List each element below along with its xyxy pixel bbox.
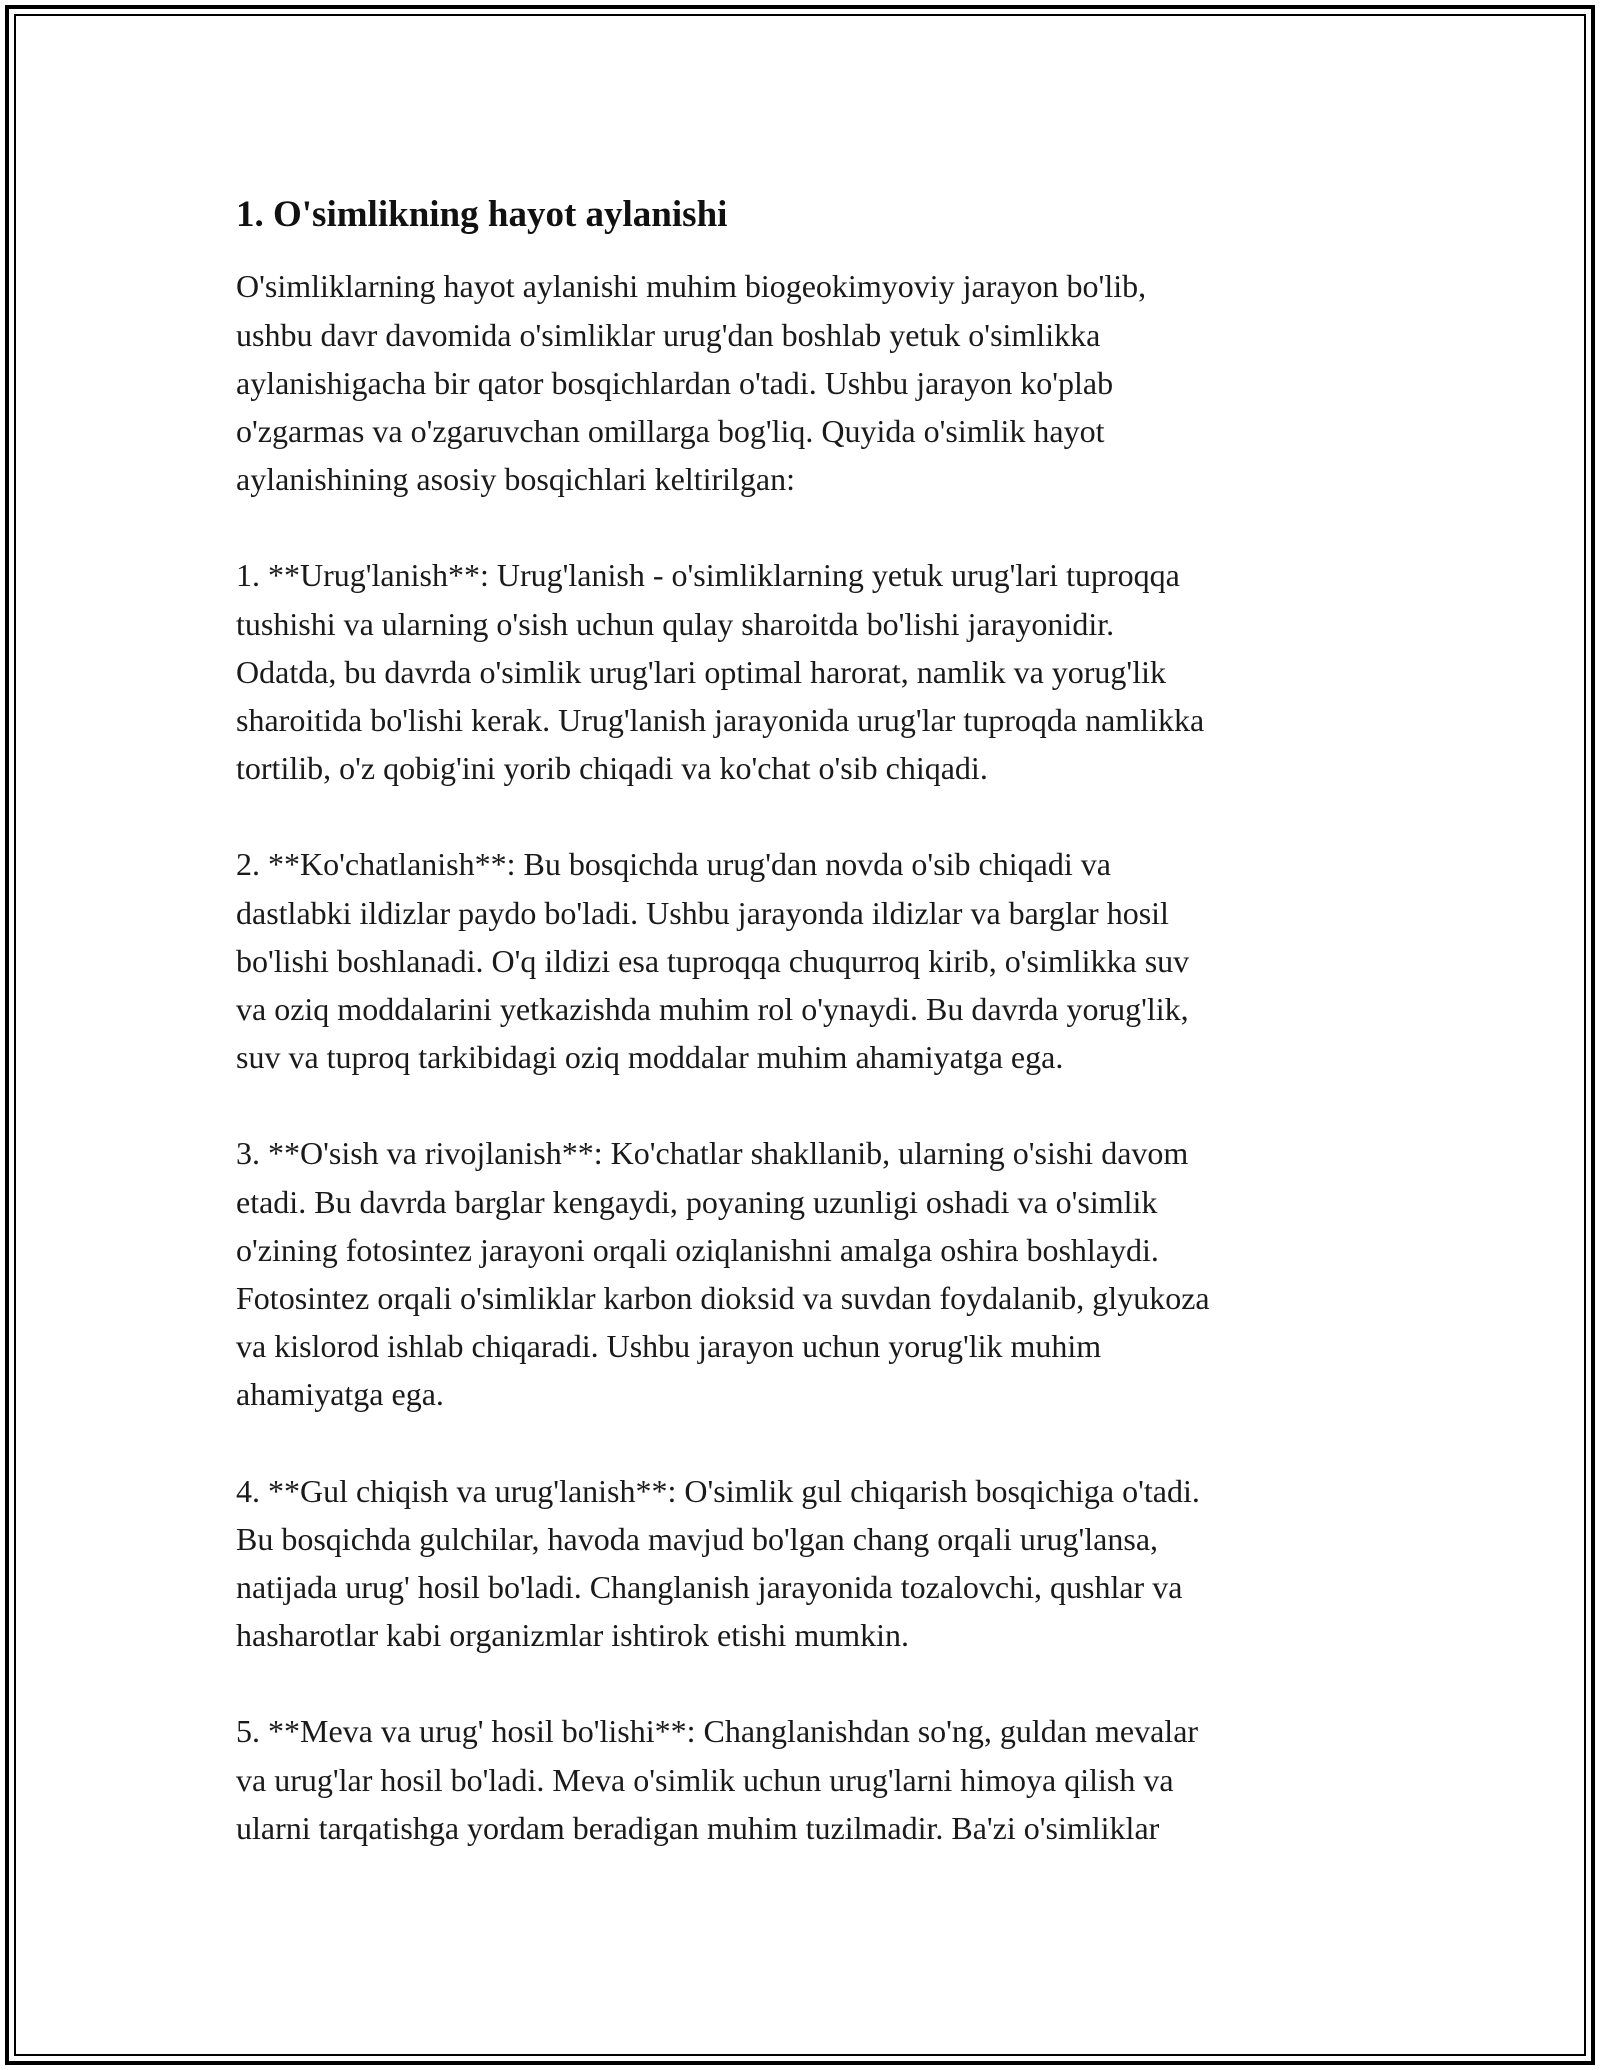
document-title: 1. O'simlikning hayot aylanishi bbox=[236, 194, 728, 235]
stage-paragraph-seedling: 2. **Ko'chatlanish**: Bu bosqichda urug'dan novda o'sib chiqadi va dastlabki ildizlar paydo bo'ladi. Ushbu jarayonda ildizlar va barglar hosil bo'lishi boshlanadi. O'q ildizi esa tuproqqa chuqurroq kirib, o'simlikka suv va oziq moddalarini yetkazishda muhim rol o'ynaydi. Bu davrda yorug'lik, suv va tuproq tarkibidagi oziq moddalar muhim ahamiyatga ega. bbox=[236, 846, 1190, 1076]
stage-paragraph-growth: 3. **O'sish va rivojlanish**: Ko'chatlar shakllanib, ularning o'sishi davom etadi. Bu davrda barglar kengaydi, poyaning uzunligi oshadi va o'simlik o'zining fotosintez jarayoni orqali oziqlanishni amalga oshira boshlaydi. Fotosintez orqali o'simliklar karbon dioksid va suvdan foydalanib, glyukoza va kislorod ishlab chiqaradi. Ushbu jarayon uchun yorug'lik muhim ahamiyatga ega. bbox=[236, 1135, 1210, 1413]
stage-paragraph-fruit: 5. **Meva va urug' hosil bo'lishi**: Changlanishdan so'ng, guldan mevalar va urug'lar hosil bo'ladi. Meva o'simlik uchun urug'larni himoya qilish va ularni tarqatishga yordam beradigan muhim tuzilmadir. Ba'zi o'simliklar bbox=[236, 1713, 1199, 1846]
stage-paragraph-germination: 1. **Urug'lanish**: Urug'lanish - o'simliklarning yetuk urug'lari tuproqqa tushishi va ularning o'sish uchun qulay sharoitda bo'lishi jarayonidir. Odatda, bu davrda o'simlik urug'lari optimal harorat, namlik va yorug'lik sharoitida bo'lishi kerak. Urug'lanish jarayonida urug'lar tuproqda namlikka tortilib, o'z qobig'ini yorib chiqadi va ko'chat o'sib chiqadi. bbox=[236, 557, 1205, 787]
stage-paragraph-flowering: 4. **Gul chiqish va urug'lanish**: O'simlik gul chiqarish bosqichiga o'tadi. Bu bosqichda gulchilar, havoda mavjud bo'lgan chang orqali urug'lansa, natijada urug' hosil bo'ladi. Changlanish jarayonida tozalovchi, qushlar va hasharotlar kabi organizmlar ishtirok etishi mumkin. bbox=[236, 1472, 1200, 1654]
intro-paragraph: O'simliklarning hayot aylanishi muhim biogeokimyoviy jarayon bo'lib, ushbu davr davomida o'simliklar urug'dan boshlab yetuk o'simlikka aylanishigacha bir qator bosqichlardan o'tadi. Ushbu jarayon ko'plab o'zgarmas va o'zgaruvchan omillarga bog'liq. Quyida o'simlik hayot aylanishining asosiy bosqichlari keltirilgan: bbox=[236, 268, 1147, 498]
document-body bbox=[236, 180, 1366, 1852]
